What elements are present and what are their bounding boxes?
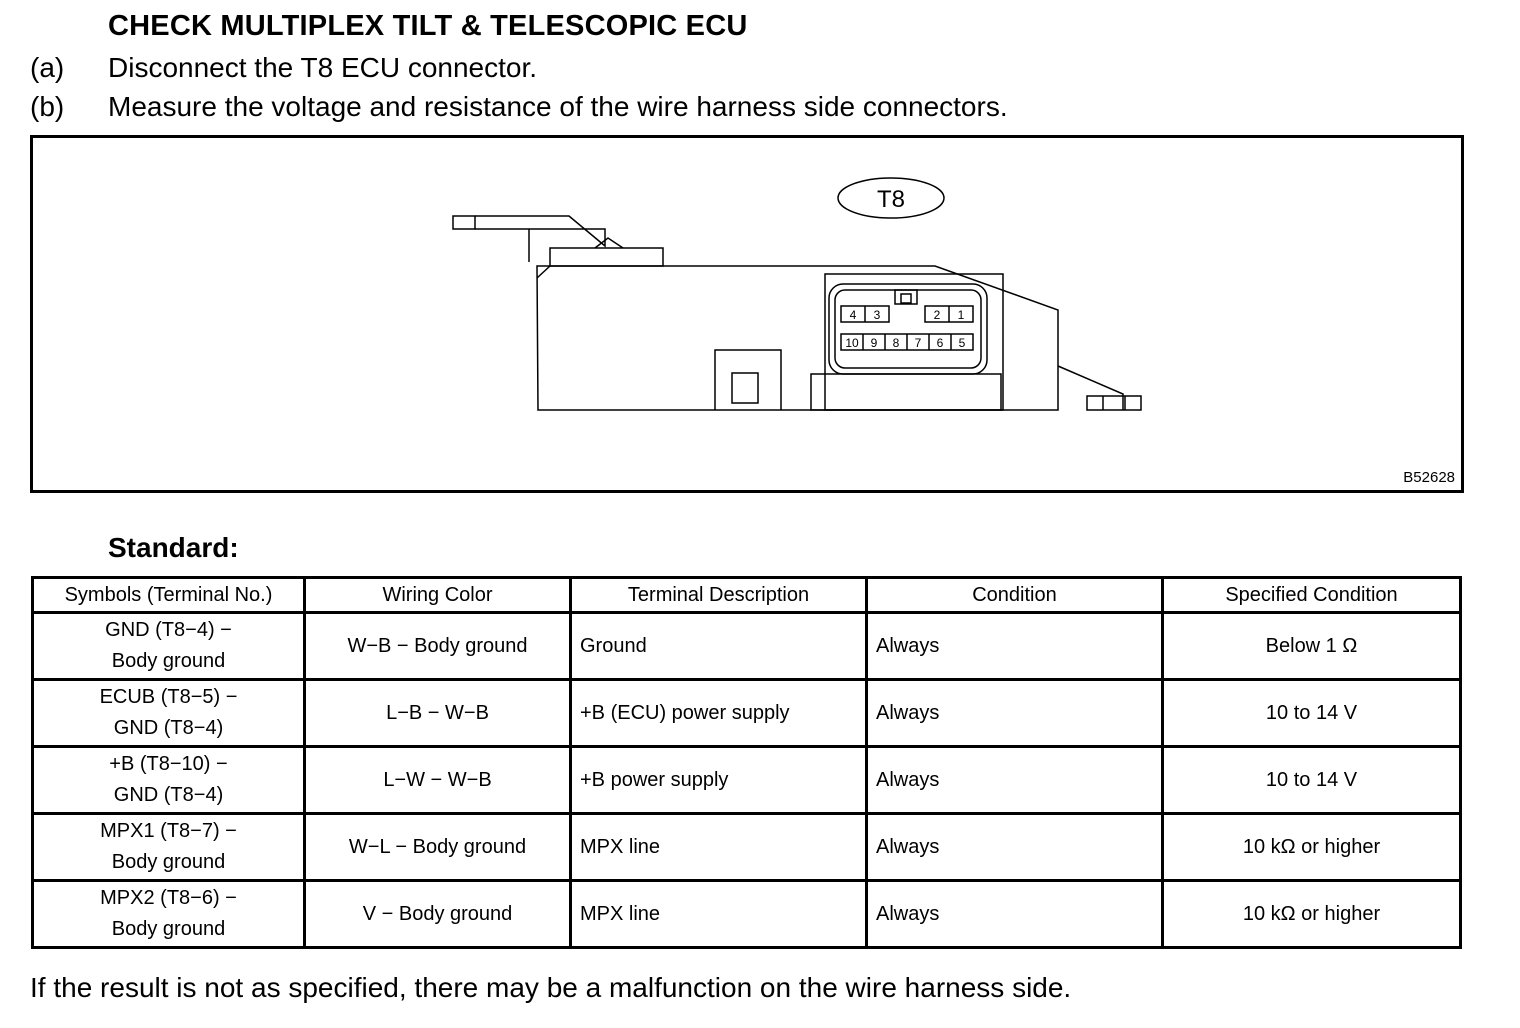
- pin-label: 5: [958, 336, 966, 350]
- specified-cell: 10 to 14 V: [1163, 747, 1461, 814]
- symbol-cell: MPX1 (T8−7) − Body ground: [33, 814, 305, 881]
- wiring-color-cell: V − Body ground: [305, 881, 571, 948]
- wiring-color-cell: L−W − W−B: [305, 747, 571, 814]
- ecu-connector-figure: [30, 135, 1464, 493]
- step-a-mark: (a): [30, 52, 65, 83]
- description-cell: MPX line: [571, 881, 867, 948]
- connector-label: T8: [876, 186, 906, 213]
- pin-label: 8: [892, 336, 900, 350]
- column-header: Condition: [867, 578, 1163, 613]
- step-b: [30, 91, 1008, 123]
- wiring-color-cell: L−B − W−B: [305, 680, 571, 747]
- column-header: Symbols (Terminal No.): [33, 578, 305, 613]
- column-header: Wiring Color: [305, 578, 571, 613]
- wiring-color-cell: W−B − Body ground: [305, 613, 571, 680]
- pin-label: 10: [845, 336, 859, 350]
- condition-cell: Always: [867, 881, 1163, 948]
- description-cell: +B (ECU) power supply: [571, 680, 867, 747]
- description-cell: +B power supply: [571, 747, 867, 814]
- table-row: [33, 680, 1461, 747]
- pin-label: 4: [849, 308, 857, 322]
- table-row: [33, 881, 1461, 948]
- table-row: [33, 613, 1461, 680]
- standard-label: Standard:: [108, 532, 239, 563]
- step-a-text: Disconnect the T8 ECU connector.: [108, 52, 538, 83]
- specified-cell: 10 to 14 V: [1163, 680, 1461, 747]
- conclusion-text: If the result is not as specified, there may be a malfunction on the wire harness side.: [30, 972, 1072, 1003]
- specified-cell: 10 kΩ or higher: [1163, 814, 1461, 881]
- pin-label: 2: [933, 308, 941, 322]
- step-b-mark: (b): [30, 91, 65, 122]
- table-row: [33, 747, 1461, 814]
- pin-label: 7: [914, 336, 922, 350]
- pin-label: 3: [873, 308, 881, 322]
- condition-cell: Always: [867, 814, 1163, 881]
- figure-code: B52628: [1403, 469, 1455, 486]
- pin-label: 1: [957, 308, 965, 322]
- description-cell: MPX line: [571, 814, 867, 881]
- symbol-cell: +B (T8−10) − GND (T8−4): [33, 747, 305, 814]
- ecu-drawing: [33, 138, 1461, 490]
- symbol-cell: ECUB (T8−5) − GND (T8−4): [33, 680, 305, 747]
- table-header-row: [33, 578, 1461, 613]
- condition-cell: Always: [867, 613, 1163, 680]
- spec-table: [31, 576, 1462, 949]
- section-heading: CHECK MULTIPLEX TILT & TELESCOPIC ECU: [108, 10, 748, 42]
- column-header: Terminal Description: [571, 578, 867, 613]
- step-b-text: Measure the voltage and resistance of the wire harness side connectors.: [108, 91, 1008, 122]
- table-row: [33, 814, 1461, 881]
- wiring-color-cell: W−L − Body ground: [305, 814, 571, 881]
- condition-cell: Always: [867, 747, 1163, 814]
- column-header: Specified Condition: [1163, 578, 1461, 613]
- description-cell: Ground: [571, 613, 867, 680]
- step-a: [30, 52, 537, 84]
- specified-cell: Below 1 Ω: [1163, 613, 1461, 680]
- pin-label: 6: [936, 336, 944, 350]
- condition-cell: Always: [867, 680, 1163, 747]
- pin-label: 9: [870, 336, 878, 350]
- specified-cell: 10 kΩ or higher: [1163, 881, 1461, 948]
- symbol-cell: GND (T8−4) − Body ground: [33, 613, 305, 680]
- symbol-cell: MPX2 (T8−6) − Body ground: [33, 881, 305, 948]
